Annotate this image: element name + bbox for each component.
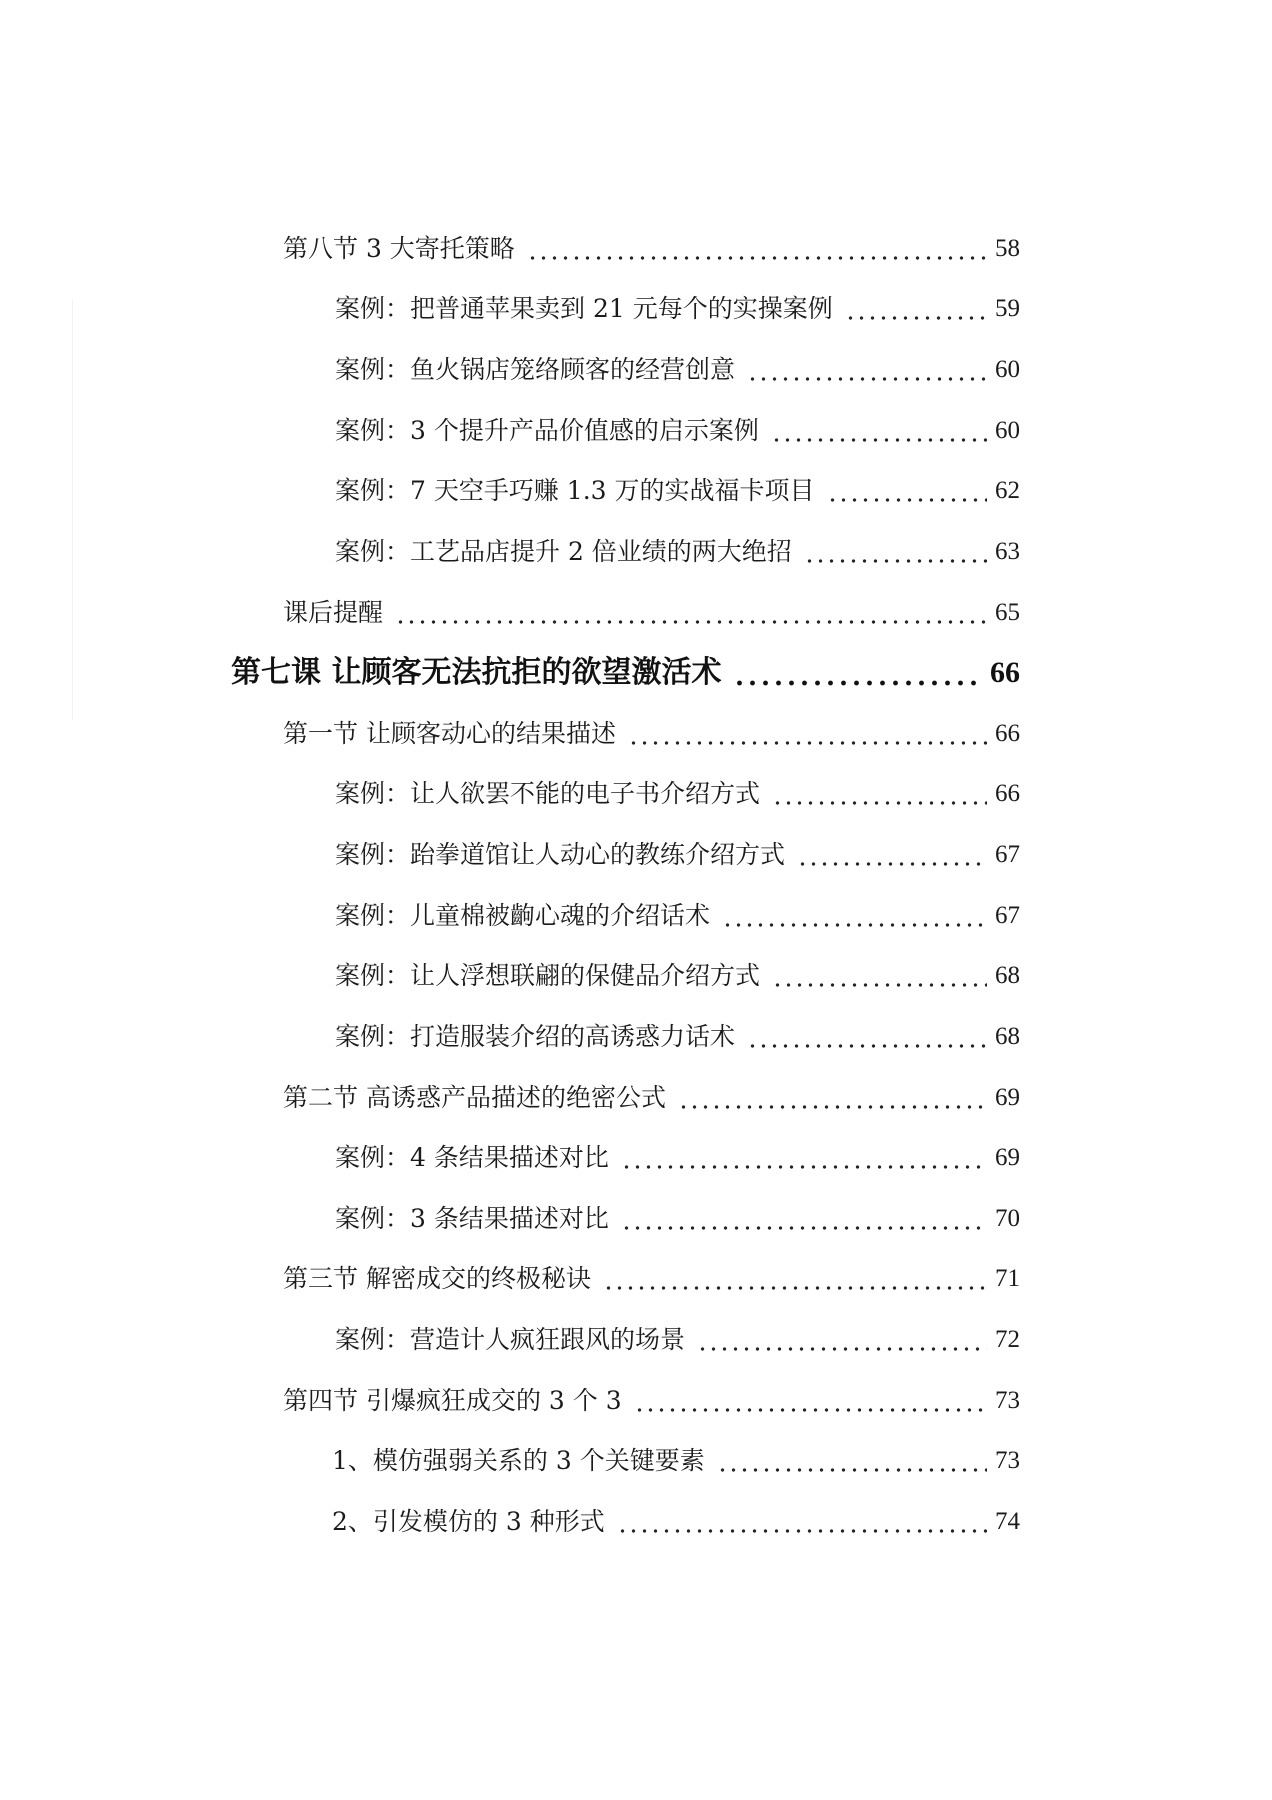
entry-title: 2、引发模仿的 3 种形式	[332, 1506, 605, 1536]
dot-leader	[621, 1145, 987, 1170]
entry-page-number: 62	[995, 477, 1020, 505]
toc-case-entry	[0, 824, 1020, 885]
dot-leader	[678, 1085, 987, 1110]
entry-page-number: 60	[995, 356, 1020, 384]
toc-case-entry	[0, 521, 1020, 582]
entry-page-number: 65	[995, 598, 1020, 626]
dot-leader	[634, 1388, 987, 1413]
entry-title: 第二节 高诱惑产品描述的绝密公式	[283, 1082, 666, 1112]
entry-title: 案例：儿童棉被齣心魂的介绍话术	[335, 900, 711, 930]
toc-case-entry	[0, 946, 1020, 1007]
dot-leader	[628, 721, 987, 746]
entry-title: 第三节 解密成交的终极秘诀	[283, 1264, 591, 1294]
dot-leader	[771, 418, 987, 443]
entry-title: 课后提醒	[283, 597, 384, 627]
dot-leader	[747, 357, 987, 382]
entry-page-number: 73	[995, 1447, 1020, 1475]
entry-title: 案例：打造服装介绍的高诱惑力话术	[335, 1021, 736, 1051]
entry-title: 案例：让人欲罢不能的电子书介绍方式	[335, 779, 761, 809]
entry-title: 第八节 3 大寄托策略	[283, 233, 515, 263]
dot-leader	[527, 236, 987, 261]
entry-title: 第一节 让顾客动心的结果描述	[283, 718, 616, 748]
dot-leader	[717, 1448, 987, 1473]
toc-case-entry	[0, 400, 1020, 461]
entry-page-number: 66	[995, 719, 1020, 747]
chapter-title: 第七课 让顾客无法抗拒的欲望激活术	[231, 654, 722, 690]
toc-section-entry	[0, 1370, 1020, 1431]
toc-section-entry	[0, 1067, 1020, 1128]
entry-page-number: 60	[995, 416, 1020, 444]
toc-case-entry	[0, 339, 1020, 400]
toc-case-entry	[0, 764, 1020, 825]
entry-title: 案例：工艺品店提升 2 倍业绩的两大绝招	[335, 536, 792, 566]
entry-page-number: 68	[995, 1022, 1020, 1050]
entry-page-number: 67	[995, 901, 1020, 929]
entry-title: 案例：鱼火锅店笼络顾客的经营创意	[335, 355, 736, 385]
table-of-contents	[0, 218, 1020, 1552]
entry-page-number: 67	[995, 841, 1020, 869]
dot-leader	[845, 296, 987, 321]
entry-title: 案例：跆拳道馆让人动心的教练介绍方式	[335, 840, 786, 870]
entry-title: 案例：让人浮想联翩的保健品介绍方式	[335, 961, 761, 991]
toc-case-entry	[0, 1127, 1020, 1188]
entry-title: 1、模仿强弱关系的 3 个关键要素	[332, 1446, 705, 1476]
dot-leader	[395, 600, 987, 625]
entry-page-number: 74	[995, 1507, 1020, 1535]
dot-leader	[697, 1327, 987, 1352]
entry-page-number: 69	[995, 1144, 1020, 1172]
entry-title: 案例：7 天空手巧赚 1.3 万的实战福卡项目	[335, 476, 815, 506]
dot-leader	[722, 903, 987, 928]
dot-leader	[797, 842, 987, 867]
toc-section-entry	[0, 218, 1020, 279]
entry-title: 案例：3 条结果描述对比	[335, 1203, 609, 1233]
entry-page-number: 72	[995, 1326, 1020, 1354]
entry-page-number: 66	[995, 780, 1020, 808]
dot-leader	[772, 963, 987, 988]
toc-numbered-entry	[0, 1491, 1020, 1552]
entry-page-number: 71	[995, 1265, 1020, 1293]
toc-numbered-entry	[0, 1431, 1020, 1492]
dot-leader	[772, 781, 987, 806]
toc-case-entry	[0, 1006, 1020, 1067]
dot-leader	[603, 1266, 987, 1291]
toc-case-entry	[0, 461, 1020, 522]
toc-case-entry	[0, 885, 1020, 946]
entry-title: 第四节 引爆疯狂成交的 3 个 3	[283, 1385, 622, 1415]
entry-title: 案例：营造计人疯狂跟风的场景	[335, 1325, 686, 1355]
entry-title: 案例：把普通苹果卖到 21 元每个的实操案例	[335, 294, 833, 324]
dot-leader	[617, 1509, 987, 1534]
toc-section-entry	[0, 1249, 1020, 1310]
toc-section-entry	[0, 703, 1020, 764]
dot-leader	[621, 1206, 987, 1231]
entry-page-number: 63	[995, 537, 1020, 565]
entry-page-number: 59	[995, 295, 1020, 323]
entry-page-number: 73	[995, 1386, 1020, 1414]
toc-case-entry	[0, 279, 1020, 340]
toc-chapter-entry	[0, 642, 1020, 703]
entry-title: 案例：3 个提升产品价值感的启示案例	[335, 415, 759, 445]
entry-page-number: 70	[995, 1204, 1020, 1232]
toc-case-entry	[0, 1309, 1020, 1370]
entry-page-number: 69	[995, 1083, 1020, 1111]
entry-page-number: 68	[995, 962, 1020, 990]
dot-leader	[747, 1024, 987, 1049]
toc-reminder-entry	[0, 582, 1020, 643]
entry-title: 案例：4 条结果描述对比	[335, 1143, 609, 1173]
dot-leader	[804, 539, 987, 564]
toc-case-entry	[0, 1188, 1020, 1249]
dot-leader	[827, 478, 987, 503]
dot-leader	[733, 658, 982, 688]
chapter-page-number: 66	[990, 655, 1020, 689]
entry-page-number: 58	[995, 234, 1020, 262]
